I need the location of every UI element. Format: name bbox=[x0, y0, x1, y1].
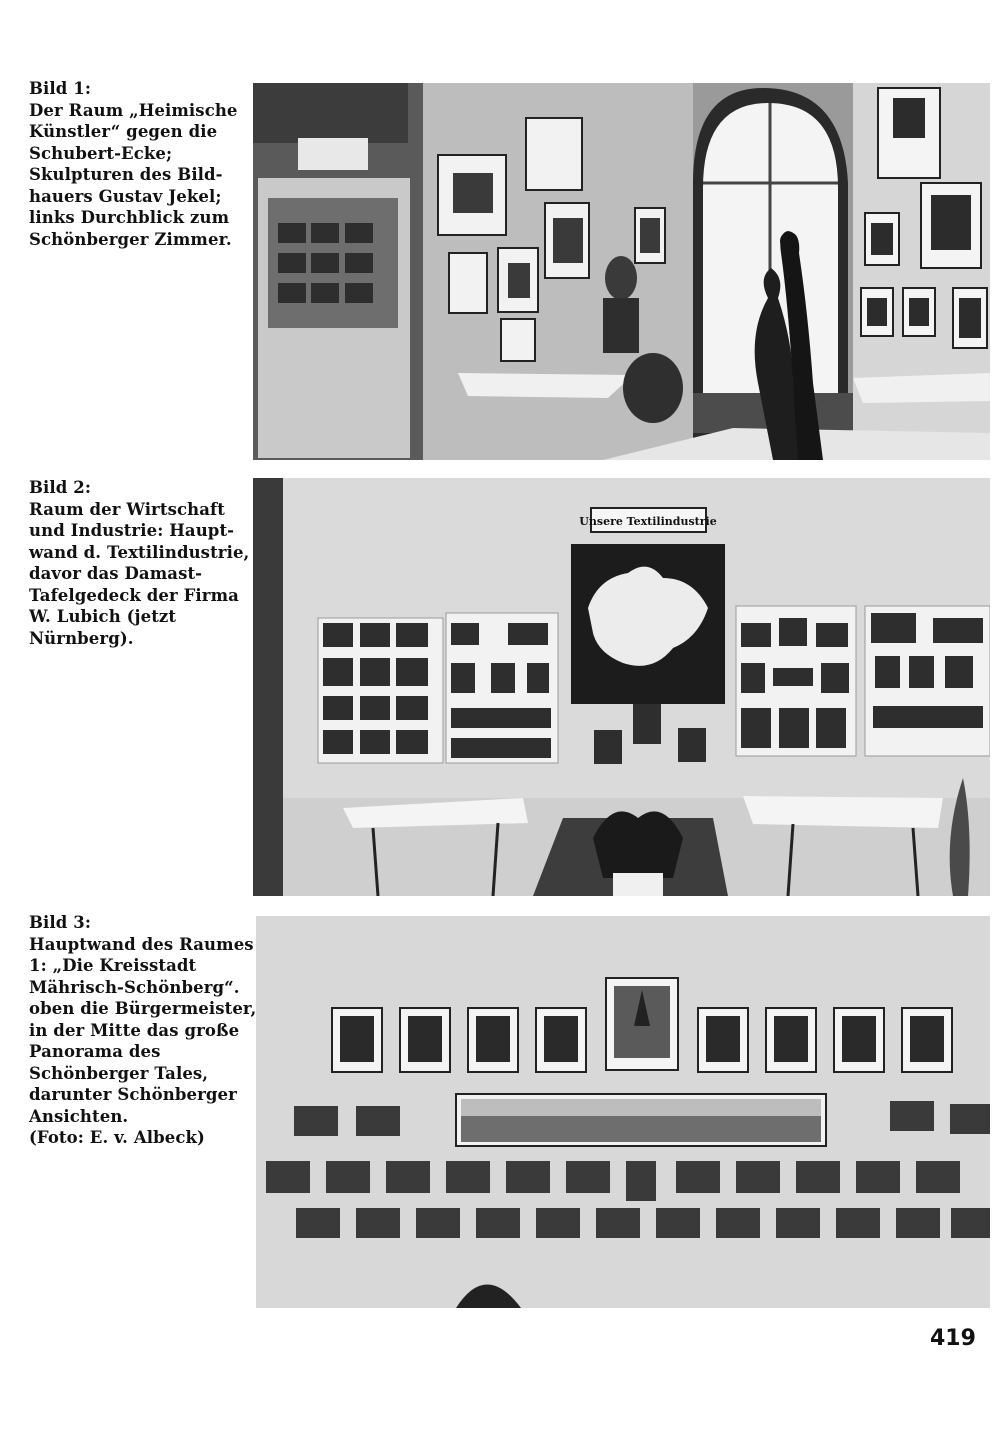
caption-line: wand d. Textilindustrie, bbox=[29, 542, 250, 562]
caption-line: Schönberger Zimmer. bbox=[29, 229, 232, 249]
caption-line: Schönberger Tales, bbox=[29, 1063, 209, 1083]
caption-bild-1 bbox=[29, 78, 239, 250]
photo-bild-3-drawing bbox=[256, 916, 990, 1308]
caption-line: Bild 1: bbox=[29, 79, 92, 98]
caption-line: Panorama des bbox=[29, 1042, 161, 1061]
caption-line: W. Lubich (jetzt bbox=[29, 607, 177, 626]
caption-bild-3 bbox=[29, 912, 257, 1149]
photo-bild-2-drawing bbox=[253, 478, 990, 896]
caption-line: Künstler“ gegen die bbox=[29, 122, 218, 141]
photo-bild-3 bbox=[256, 916, 990, 1308]
caption-line: hauers Gustav Jekel; bbox=[29, 186, 222, 206]
page-number: 419 bbox=[930, 1326, 976, 1351]
caption-line: in der Mitte das große bbox=[29, 1020, 240, 1040]
caption-line: Hauptwand des Raumes bbox=[29, 934, 254, 954]
photo-bild-1-drawing bbox=[253, 83, 990, 460]
caption-line: oben die Bürgermeister, bbox=[29, 999, 257, 1018]
caption-line: 1: „Die Kreisstadt bbox=[29, 956, 197, 975]
caption-line: Skulpturen des Bild- bbox=[29, 165, 223, 184]
caption-line: und Industrie: Haupt- bbox=[29, 521, 235, 540]
textile-sign: Unsere Textilindustrie bbox=[579, 515, 717, 528]
caption-line: davor das Damast- bbox=[29, 564, 203, 583]
caption-line: Ansichten. bbox=[29, 1106, 129, 1126]
caption-line: Raum der Wirtschaft bbox=[29, 499, 225, 519]
caption-line: (Foto: E. v. Albeck) bbox=[29, 1128, 205, 1147]
caption-line: links Durchblick zum bbox=[29, 208, 230, 227]
caption-line: Mährisch-Schönberg“. bbox=[29, 977, 240, 997]
caption-bild-2 bbox=[29, 477, 250, 649]
photo-bild-1 bbox=[253, 83, 990, 460]
caption-line: Bild 2: bbox=[29, 478, 92, 497]
caption-line: Nürnberg). bbox=[29, 628, 134, 648]
caption-line: Bild 3: bbox=[29, 913, 92, 932]
caption-line: Tafelgedeck der Firma bbox=[29, 585, 239, 605]
photo-bild-2 bbox=[253, 478, 990, 896]
caption-line: Der Raum „Heimische bbox=[29, 100, 238, 120]
caption-line: darunter Schönberger bbox=[29, 1085, 237, 1104]
caption-line: Schubert-Ecke; bbox=[29, 143, 173, 163]
